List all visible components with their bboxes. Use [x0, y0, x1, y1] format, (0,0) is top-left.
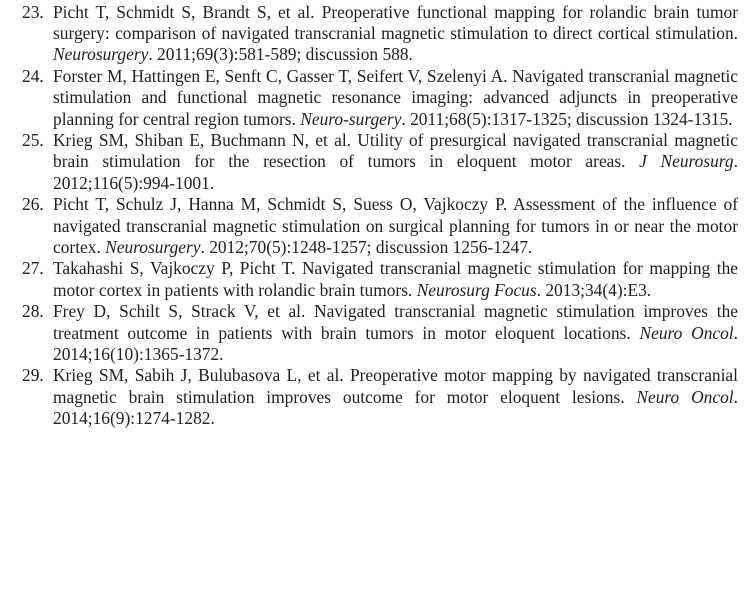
- reference-authors: Picht T, Schmidt S, Brandt S, et al.: [53, 2, 315, 22]
- reference-title: Preoperative functional mapping for rolandic brain tumor surgery: comparison of navigated transcranial magnetic stimulation to direct cortical stimulation.: [53, 2, 738, 44]
- reference-number: 28.: [22, 301, 44, 322]
- reference-journal: Neurosurgery: [105, 236, 201, 257]
- reference-journal: Neuro Oncol: [639, 322, 734, 343]
- reference-details: . 2014;16(9):1274-1282.: [53, 386, 738, 428]
- reference-journal: Neurosurg Focus: [416, 279, 537, 300]
- reference-number: 27.: [22, 258, 44, 279]
- reference-details: . 2012;70(5):1248-1257; discussion 1256-1247.: [200, 236, 533, 257]
- reference-29: [22, 365, 738, 429]
- reference-authors: Krieg SM, Shiban E, Buchmann N, et al.: [53, 130, 352, 151]
- reference-authors: Takahashi S, Vajkoczy P, Picht T.: [53, 258, 296, 279]
- reference-details: . 2014;16(10):1365-1372.: [53, 322, 738, 364]
- reference-details: . 2011;68(5):1317-1325; discussion 1324-1315.: [401, 108, 733, 129]
- reference-number: 26.: [22, 194, 44, 215]
- reference-authors: Frey D, Schilt S, Strack V, et al.: [53, 301, 306, 322]
- reference-list: [22, 2, 738, 430]
- reference-journal: Neurosurgery: [53, 44, 149, 65]
- reference-title: Preoperative motor mapping by navigated transcranial magnetic brain stimulation improves outcome for motor eloquent lesions.: [53, 365, 738, 407]
- reference-number: 23.: [22, 2, 44, 22]
- reference-title: Assessment of the influence of navigated transcranial magnetic stimulation on surgical planning for tumors in or near the motor cortex.: [53, 194, 738, 257]
- reference-details: . 2013;34(4):E3.: [536, 279, 652, 300]
- reference-details: . 2011;69(3):581-589; discussion 588.: [148, 44, 413, 65]
- reference-authors: Krieg SM, Sabih J, Bulubasova L, et al.: [53, 365, 344, 386]
- reference-23: [22, 2, 738, 66]
- reference-number: 29.: [22, 365, 44, 386]
- reference-26: [22, 194, 738, 258]
- reference-authors: Forster M, Hattingen E, Senft C, Gasser T, Seifert V, Szelenyi A.: [53, 66, 508, 87]
- reference-number: 25.: [22, 130, 44, 151]
- reference-title: Navigated transcranial magnetic stimulation and functional magnetic resonance imaging: advanced adjuncts in preoperative planning for central region tumors.: [53, 66, 738, 129]
- reference-title: Utility of presurgical navigated transcranial magnetic brain stimulation for the resection of tumors in eloquent motor areas.: [53, 130, 738, 172]
- reference-number: 24.: [22, 66, 44, 87]
- reference-title: Navigated transcranial magnetic stimulation for mapping the motor cortex in patients with rolandic brain tumors.: [53, 258, 738, 300]
- reference-27: [22, 258, 738, 300]
- reference-24: [22, 66, 738, 130]
- reference-journal: Neuro Oncol: [636, 386, 734, 407]
- reference-28: [22, 301, 738, 365]
- reference-details: . 2012;116(5):994-1001.: [53, 151, 738, 193]
- reference-title: Navigated transcranial magnetic stimulation improves the treatment outcome in patients with brain tumors in motor eloquent locations.: [53, 301, 738, 343]
- reference-journal: Neuro-surgery: [300, 108, 402, 129]
- reference-authors: Picht T, Schulz J, Hanna M, Schmidt S, Suess O, Vajkoczy P.: [53, 194, 508, 215]
- reference-journal: J Neurosurg: [639, 151, 734, 172]
- reference-25: [22, 130, 738, 194]
